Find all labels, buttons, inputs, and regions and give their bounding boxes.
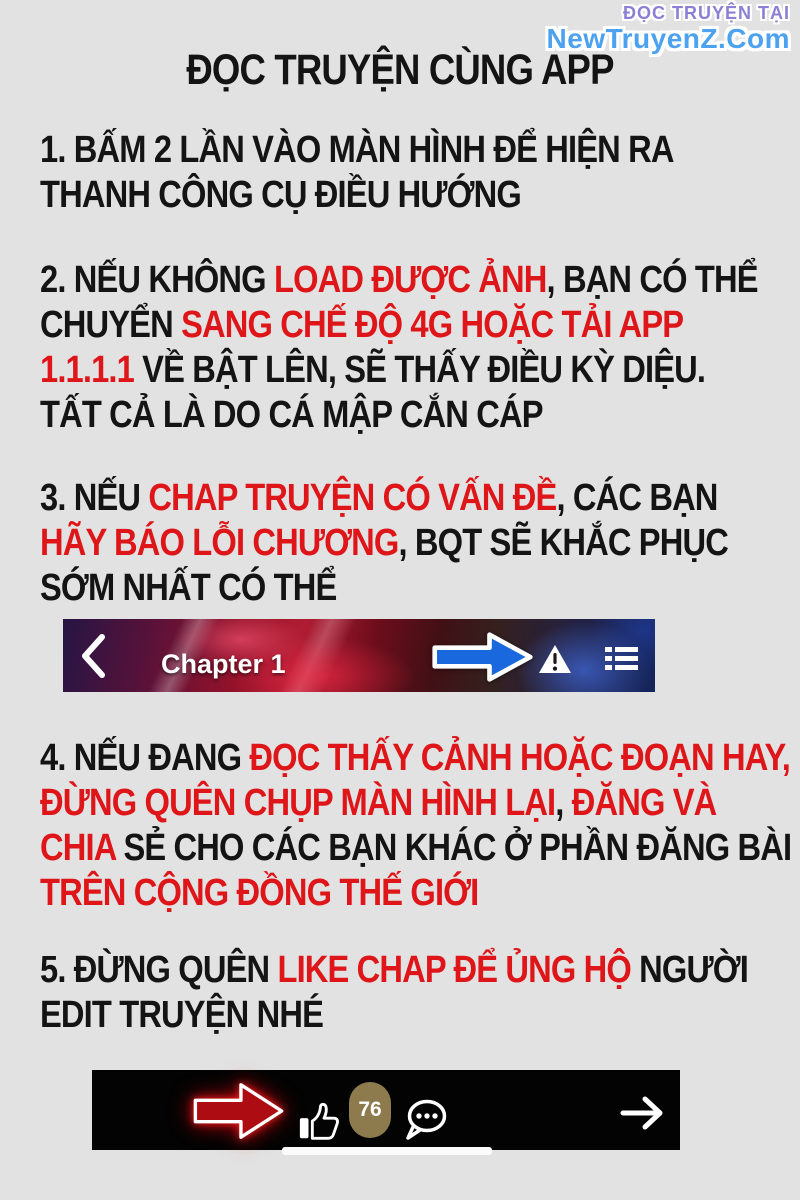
instruction-line xyxy=(40,948,748,993)
instruction-text-segment: SẺ CHO CÁC BẠN KHÁC Ở PHẦN ĐĂNG BÀI xyxy=(115,827,792,869)
instruction-text-segment: LIKE CHAP ĐỂ ỦNG HỘ xyxy=(277,949,631,991)
instruction-line xyxy=(40,393,758,438)
instruction-text-segment: EDIT TRUYỆN NHÉ xyxy=(40,994,324,1036)
instruction-text-segment: NGƯỜI xyxy=(630,949,748,991)
instruction-line xyxy=(40,521,728,566)
page-title: ĐỌC TRUYỆN CÙNG APP xyxy=(186,46,614,94)
back-chevron-icon xyxy=(80,633,106,679)
instruction-1 xyxy=(40,128,777,218)
instruction-text-segment: 3. NẾU xyxy=(40,477,149,519)
instruction-line xyxy=(40,348,758,393)
instruction-text-segment: CHAP TRUYỆN CÓ VẤN ĐỀ xyxy=(148,477,557,519)
instruction-text-segment: 4. NẾU ĐANG xyxy=(40,737,250,779)
instruction-text-segment: , CÁC BẠN xyxy=(556,477,718,519)
chapter-list-menu-icon xyxy=(605,647,638,670)
instruction-text-segment: ĐĂNG VÀ xyxy=(571,782,717,824)
pointer-red-arrow-icon xyxy=(189,1079,289,1143)
instruction-text-segment: TẤT CẢ LÀ DO CÁ MẬP CẮN CÁP xyxy=(40,394,543,436)
next-chapter-arrow-icon xyxy=(619,1094,665,1132)
chapter-title: Chapter 1 xyxy=(161,649,286,679)
instruction-line xyxy=(40,128,674,173)
site-logo-tagline: ĐỌC TRUYỆN TẠI xyxy=(623,3,790,23)
instruction-text-segment: ĐỪNG QUÊN CHỤP MÀN HÌNH LẠI xyxy=(40,782,556,824)
instruction-line xyxy=(40,781,791,826)
instruction-text-segment: 1.1.1.1 xyxy=(40,349,134,391)
pointer-arrow-icon xyxy=(428,631,538,683)
instruction-text-segment: TRÊN CỘNG ĐỒNG THẾ GIỚI xyxy=(40,872,479,914)
instruction-4 xyxy=(40,736,800,916)
instruction-text-segment: SỚM NHẤT CÓ THỂ xyxy=(40,567,337,609)
instruction-line xyxy=(40,566,728,611)
instruction-text-segment: CHUYỂN xyxy=(40,304,182,346)
like-thumbs-up-icon xyxy=(296,1098,344,1144)
instruction-text-segment: 2. NẾU KHÔNG xyxy=(40,259,274,301)
instruction-line xyxy=(40,303,758,348)
instruction-text-segment: ĐỌC THẤY CẢNH HOẶC ĐOẠN HAY, xyxy=(249,737,791,779)
instruction-line xyxy=(40,826,791,871)
instruction-line xyxy=(40,993,748,1038)
chapter-bar-screenshot xyxy=(63,619,655,692)
comment-bubble-icon xyxy=(402,1097,450,1141)
instruction-2 xyxy=(40,258,800,438)
instruction-text-segment: , BẠN CÓ THỂ xyxy=(546,259,758,301)
instruction-text-segment: VỀ BẬT LÊN, SẼ THẤY ĐIỀU KỲ DIỆU. xyxy=(133,349,706,391)
instruction-text-segment: SANG CHẾ ĐỘ 4G HOẶC TẢI APP xyxy=(181,304,684,346)
instruction-text-segment: 5. ĐỪNG QUÊN xyxy=(40,949,278,991)
instruction-line xyxy=(40,736,791,781)
instruction-text-segment: , BQT SẼ KHẮC PHỤC xyxy=(398,522,728,564)
instruction-text-segment: , xyxy=(555,782,572,824)
instruction-line xyxy=(40,871,791,916)
instruction-text-segment: 1. BẤM 2 LẦN VÀO MÀN HÌNH ĐỂ HIỆN RA xyxy=(40,129,674,171)
report-warning-icon xyxy=(538,644,572,674)
instruction-text-segment: HÃY BÁO LỖI CHƯƠNG xyxy=(40,522,399,564)
like-count-badge: 76 xyxy=(349,1082,391,1138)
action-bar-screenshot xyxy=(92,1070,680,1150)
home-indicator-strip xyxy=(282,1147,492,1155)
instruction-text-segment: THANH CÔNG CỤ ĐIỀU HƯỚNG xyxy=(40,174,521,216)
instruction-5 xyxy=(40,948,800,1038)
instruction-line xyxy=(40,476,728,521)
instruction-text-segment: LOAD ĐƯỢC ẢNH xyxy=(273,259,547,301)
site-logo-name: NewTruyenZ.Com xyxy=(546,22,790,54)
instruction-line xyxy=(40,258,758,303)
instruction-3 xyxy=(40,476,800,611)
instruction-line xyxy=(40,173,674,218)
instruction-text-segment: CHIA xyxy=(40,827,116,869)
